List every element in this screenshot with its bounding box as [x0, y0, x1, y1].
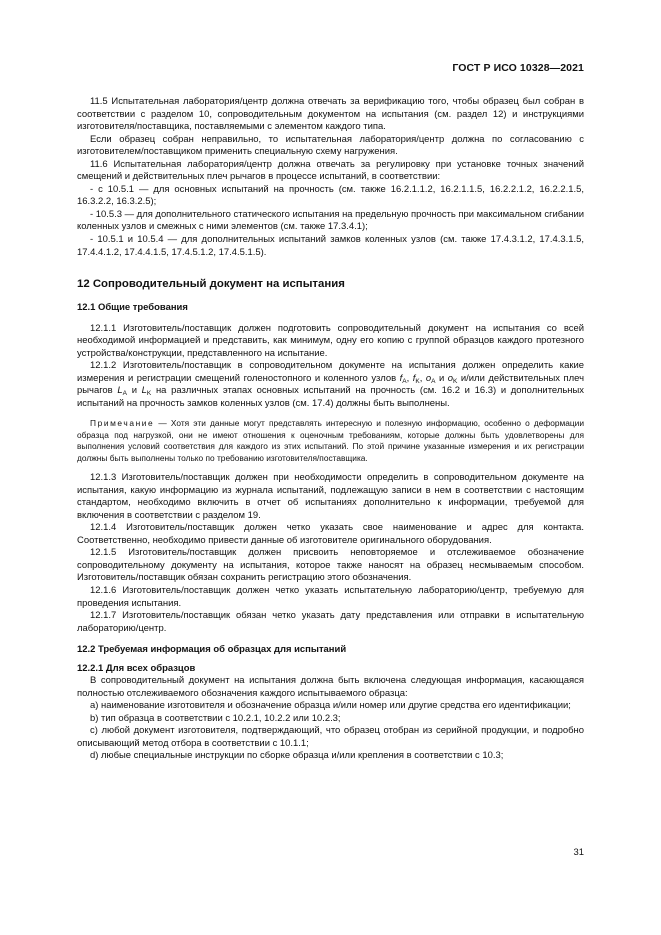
paragraph-12-1-3: 12.1.3 Изготовитель/поставщик должен при необходимости определить в сопроводительном документе на испытания, какую информацию из журнала испытаний, подлежащую записи в нем в соответствии с настоящим стандартом, необходимо включить в отчет об испытаниях дополнительно к информации, требуемой для включения в соответствии с разделом 19.: [77, 472, 584, 521]
section-12-1-heading: 12.1 Общие требования: [77, 302, 188, 314]
paragraph-11-5: 11.5 Испытательная лаборатория/центр должна отвечать за верификацию того, чтобы образец был собран в соответствии с разделом 10, сопроводительным документом на испытания (см. раздел 12) и инструкциями изготовителя/поставщика, поставляемыми с элементом каждого типа.: [77, 96, 584, 133]
standard-header: ГОСТ Р ИСО 10328—2021: [452, 62, 584, 74]
separator: ,: [419, 372, 426, 384]
section-12-heading: 12 Сопроводительный документ на испытания: [77, 278, 345, 291]
page-number: 31: [573, 847, 584, 858]
symbol-o: o: [425, 372, 432, 384]
paragraph-12-1-2-part2: и/или действительных плеч рычагов: [77, 372, 584, 397]
symbol-o: o: [447, 372, 454, 384]
list-item: - с 10.5.1 — для основных испытаний на прочность (см. также 16.2.1.1.2, 16.2.1.1.5, 16.2.2.1.2, 16.2.2.1.5, 16.3.2.2, 16.3.2.5);: [77, 183, 584, 208]
paragraph-12-2-1: В сопроводительный документ на испытания должна быть включена следующая информация, касающаяся полностью отслеживаемого обозначения каждого испытываемого образца:: [77, 675, 584, 699]
list-item: c) любой документ изготовителя, подтверждающий, что образец отобран из серийной продукции, и подробно описывающий метод отбора в соответствии с 10.1.1;: [77, 725, 584, 749]
conjunction: и: [435, 372, 448, 384]
paragraph-11-5-continued: Если образец собран неправильно, то испытательная лаборатория/центр должна по согласованию с изготовителем/поставщиком применить специальную схему нагружения.: [77, 133, 584, 158]
paragraph-12-1-2-part3: на различных этапах основных испытаний на прочность (см. 16.2 и 16.3) и дополнительных испытаний на прочность замков коленных узлов (см. 17.4) должны быть выполнены.: [77, 385, 584, 409]
note: [77, 418, 584, 464]
list-item: - 10.5.3 — для дополнительного статического испытания на предельную прочность при максимальном сгибании коленных узлов и смежных с ними элементов (см. также 17.3.4.1);: [77, 208, 584, 233]
subscript-a: A: [402, 377, 407, 385]
paragraph-12-1-6: 12.1.6 Изготовитель/поставщик должен четко указать испытательную лабораторию/центр, требуемую для проведения испытания.: [77, 584, 584, 609]
section-12-2-1-heading: 12.2.1 Для всех образцов: [77, 662, 196, 674]
symbol-f: f: [399, 372, 403, 384]
list-item: d) любые специальные инструкции по сборке образца и/или крепления в соответствии с 10.3;: [90, 750, 504, 762]
list-item: a) наименование изготовителя и обозначение образца и/или номер или другие средства его идентификации;: [90, 700, 571, 712]
paragraph-12-1-2: [77, 360, 584, 410]
subscript-k: K: [415, 377, 420, 385]
paragraph-12-1-4: 12.1.4 Изготовитель/поставщик должен четко указать свое наименование и адрес для контакта. Соответственно, необходимо привести данные об изготовителе оригинального оборудования.: [77, 522, 584, 546]
conjunction: и: [127, 385, 142, 397]
paragraph-12-1-1: 12.1.1 Изготовитель/поставщик должен подготовить сопроводительный документ на испытания со всей необходимой информацией и представить, как минимум, одну его копию с группой образцов каждого протезного устройства/конструкции, представленного на испытание.: [77, 322, 584, 359]
symbol-l: L: [141, 385, 147, 397]
note-label: Примечание: [90, 418, 155, 429]
page-content: [77, 96, 584, 763]
paragraph-12-1-5: 12.1.5 Изготовитель/поставщик должен присвоить неповторяемое и отслеживаемое обозначение сопроводительному документу на испытания, которое также наносят на образец несмываемым способом. Изготовитель/поставщик обязан сохранить регистрацию этого обозначения.: [77, 547, 584, 584]
note-text: — Хотя эти данные могут представлять интересную и полезную информацию, особенно о деформации образца под нагрузкой, они не имеют отношения к оценочным требованиям, которые должны быть удовлетворены для выполнения условий соответствия для каждого из этих испытаний. По этой причине указанные измерения и их регистрации должны быть выполнены только по требованию изготовителя/поставщика.: [77, 418, 584, 463]
paragraph-12-1-7: 12.1.7 Изготовитель/поставщик обязан четко указать дату представления или отправки в испытательную лабораторию/центр.: [77, 610, 584, 634]
separator: ,: [406, 372, 413, 384]
paragraph-11-6: 11.6 Испытательная лаборатория/центр должна отвечать за регулировку при установке точных значений смещений и действительных плеч рычагов в процессе испытаний, в соответствии:: [77, 158, 584, 183]
symbol-f: f: [412, 372, 416, 384]
section-12-2-heading: 12.2 Требуемая информация об образцах для испытаний: [77, 644, 347, 656]
list-item: b) тип образца в соответствии с 10.2.1, 10.2.2 или 10.2.3;: [90, 712, 341, 724]
paragraph-12-1-2-part1: 12.1.2 Изготовитель/поставщик в сопроводительном документе на испытания должен определить какие измерения и регистрации смещений голеностопного и коленного узлов: [77, 360, 584, 384]
subscript-k: K: [146, 390, 152, 398]
subscript-a: A: [431, 377, 436, 385]
subscript-a: A: [122, 390, 127, 398]
subscript-k: K: [453, 377, 458, 385]
list-item: - 10.5.1 и 10.5.4 — для дополнительных испытаний замков коленных узлов (см. также 17.4.3.1.2, 17.4.3.1.5, 17.4.4.1.2, 17.4.4.1.5, 17.4.5.1.2, 17.4.5.1.5).: [77, 234, 584, 258]
symbol-l: L: [117, 385, 123, 397]
